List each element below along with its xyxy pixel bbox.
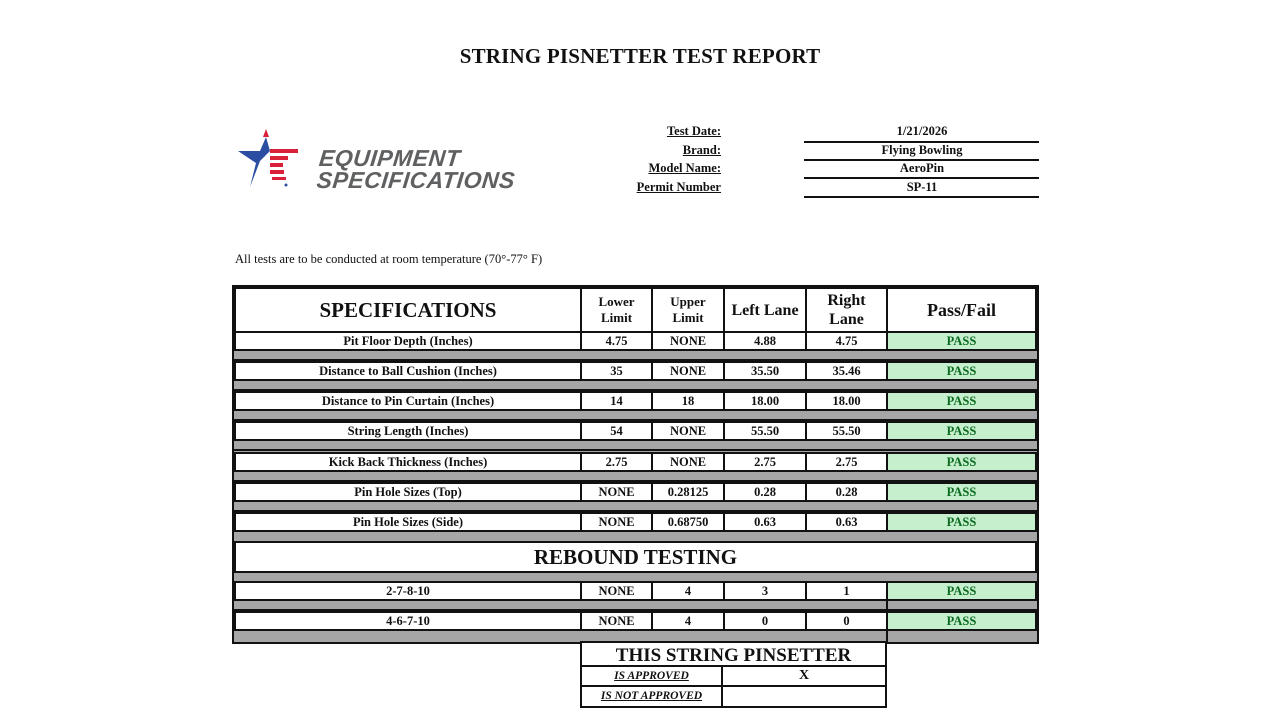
right-lane: 1 [805, 581, 888, 601]
spec-name: Pit Floor Depth (Inches) [234, 331, 582, 351]
header-left-lane: Left Lane [723, 287, 807, 333]
lower-limit: NONE [580, 581, 653, 601]
is-approved-mark: X [798, 668, 810, 683]
right-lane: 4.75 [805, 331, 888, 351]
test-date-label: Test Date: [666, 124, 721, 138]
logo-line-1: EQUIPMENT [317, 145, 462, 171]
right-lane: 0 [805, 611, 888, 631]
logo-wordmark [316, 147, 519, 191]
page-title: STRING PISNETTER TEST REPORT [459, 44, 821, 68]
left-lane: 35.50 [723, 361, 807, 381]
header-specifications: SPECIFICATIONS [234, 287, 582, 333]
rebound-testing-heading: REBOUND TESTING [234, 541, 1037, 573]
right-lane: 55.50 [805, 421, 888, 441]
left-lane: 0.28 [723, 482, 807, 502]
lower-limit: NONE [580, 482, 653, 502]
test-date-value: 1/21/2026 [896, 124, 948, 138]
star-logo-icon [236, 127, 302, 193]
is-not-approved-label: IS NOT APPROVED [582, 687, 723, 706]
approved-row [582, 667, 885, 687]
pass-fail-result: PASS [886, 452, 1037, 472]
header-lower-line2: Limit [600, 310, 633, 325]
is-approved-label: IS APPROVED [582, 667, 723, 685]
upper-limit: NONE [651, 361, 725, 381]
header-pass-fail: Pass/Fail [886, 287, 1037, 333]
model-name-label: Model Name: [648, 161, 721, 175]
divider [804, 196, 1039, 198]
header-upper-limit [651, 287, 725, 333]
temperature-note: All tests are to be conducted at room temperature (70°-77° F) [235, 252, 543, 266]
pass-fail-result: PASS [886, 421, 1037, 441]
upper-limit: NONE [651, 331, 725, 351]
equipment-specifications-logo [236, 127, 581, 193]
left-lane: 0 [723, 611, 807, 631]
left-lane: 2.75 [723, 452, 807, 472]
left-lane: 0.63 [723, 512, 807, 532]
column-separator [886, 599, 888, 611]
left-lane: 55.50 [723, 421, 807, 441]
pass-fail-result: PASS [886, 581, 1037, 601]
lower-limit: 35 [580, 361, 653, 381]
right-lane: 18.00 [805, 391, 888, 411]
left-lane: 3 [723, 581, 807, 601]
upper-limit: 0.68750 [651, 512, 725, 532]
pass-fail-result: PASS [886, 512, 1037, 532]
right-lane: 0.28 [805, 482, 888, 502]
lower-limit: 2.75 [580, 452, 653, 472]
permit-number-value: SP-11 [906, 180, 938, 194]
rebound-pins: 4-6-7-10 [234, 611, 582, 631]
header-lower-limit [580, 287, 653, 333]
pass-fail-result: PASS [886, 331, 1037, 351]
is-not-approved-mark [723, 687, 885, 706]
logo-line-2: SPECIFICATIONS [315, 167, 517, 193]
row-separator [234, 449, 1037, 451]
header-lower-line1: Lower [598, 294, 635, 309]
upper-limit: NONE [651, 452, 725, 472]
divider [804, 177, 1039, 179]
pass-fail-result: PASS [886, 611, 1037, 631]
upper-limit: 4 [651, 611, 725, 631]
upper-limit: NONE [651, 421, 725, 441]
lower-limit: 14 [580, 391, 653, 411]
lower-limit: NONE [580, 512, 653, 532]
not-approved-row [582, 687, 885, 706]
right-lane: 2.75 [805, 452, 888, 472]
spec-name: Kick Back Thickness (Inches) [234, 452, 582, 472]
spec-name: Pin Hole Sizes (Top) [234, 482, 582, 502]
header-upper-line1: Upper [670, 294, 706, 309]
pass-fail-result: PASS [886, 391, 1037, 411]
lower-limit: 54 [580, 421, 653, 441]
lower-limit: 4.75 [580, 331, 653, 351]
upper-limit: 18 [651, 391, 725, 411]
pass-fail-result: PASS [886, 361, 1037, 381]
header-upper-line2: Limit [672, 310, 704, 325]
spec-name: Distance to Ball Cushion (Inches) [234, 361, 582, 381]
header-right-line2: Lane [829, 311, 864, 328]
left-lane: 4.88 [723, 331, 807, 351]
header-right-lane [805, 287, 888, 333]
approval-box [580, 641, 887, 708]
brand-value: Flying Bowling [881, 143, 963, 157]
spec-name: Pin Hole Sizes (Side) [234, 512, 582, 532]
right-lane: 35.46 [805, 361, 888, 381]
header-right-line1: Right [827, 292, 866, 309]
upper-limit: 0.28125 [651, 482, 725, 502]
approval-title: THIS STRING PINSETTER [582, 643, 885, 667]
spec-name: String Length (Inches) [234, 421, 582, 441]
rebound-pins: 2-7-8-10 [234, 581, 582, 601]
model-name-value: AeroPin [899, 161, 945, 175]
lower-limit: NONE [580, 611, 653, 631]
right-lane: 0.63 [805, 512, 888, 532]
pass-fail-result: PASS [886, 482, 1037, 502]
spec-name: Distance to Pin Curtain (Inches) [234, 391, 582, 411]
left-lane: 18.00 [723, 391, 807, 411]
upper-limit: 4 [651, 581, 725, 601]
brand-label: Brand: [682, 143, 721, 157]
specifications-table [232, 285, 1039, 644]
permit-number-label: Permit Number [636, 180, 721, 194]
